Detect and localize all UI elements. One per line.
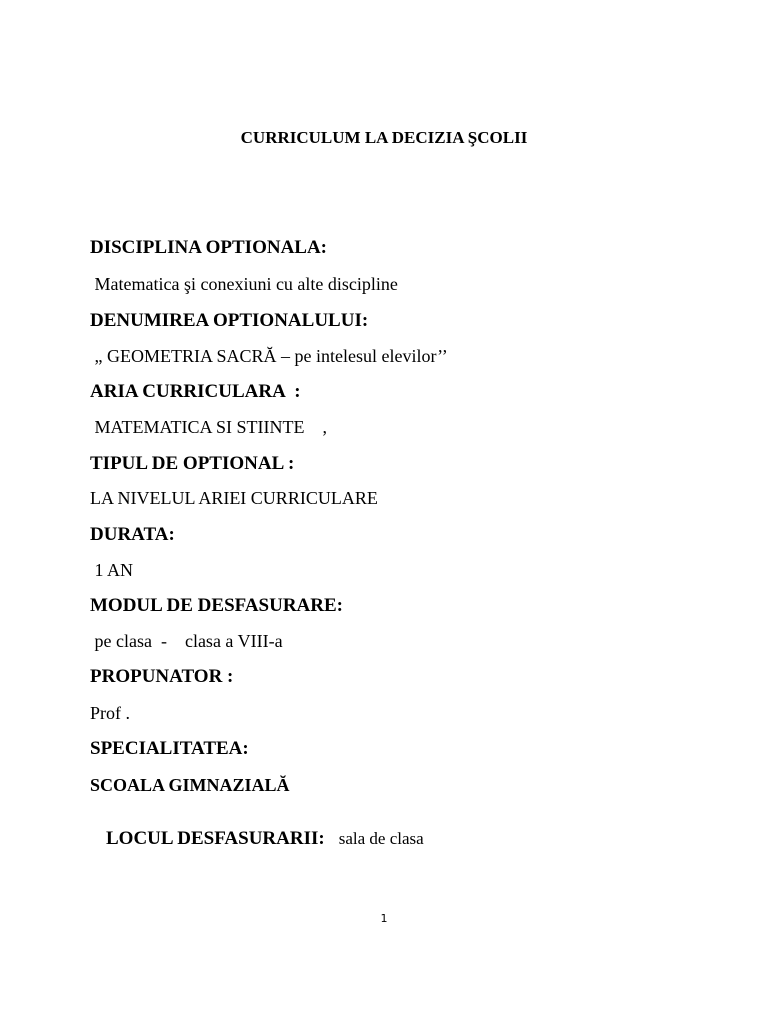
field-label-modul: MODUL DE DESFASURARE: <box>90 595 344 616</box>
field-value-aria: MATEMATICA SI STIINTE , <box>90 417 327 437</box>
field-label-specialitatea: SPECIALITATEA: <box>90 738 249 759</box>
field-value-locul: sala de clasa <box>338 829 424 848</box>
field-value-modul: pe clasa - clasa a VIII-a <box>90 631 283 651</box>
field-label-disciplina: DISCIPLINA OPTIONALA: <box>90 237 328 258</box>
field-value-durata: 1 AN <box>90 560 134 580</box>
field-value-disciplina: Matematica şi conexiuni cu alte discipline <box>90 274 398 294</box>
field-value-propunator: Prof . <box>90 703 130 723</box>
field-label-locul: LOCUL DESFASURARII: <box>106 828 325 849</box>
document-title: CURRICULUM LA DECIZIA ŞCOLII <box>240 128 528 147</box>
page-number: 1 <box>380 912 388 925</box>
field-row-locul <box>90 810 424 868</box>
field-label-tipul: TIPUL DE OPTIONAL : <box>90 453 295 474</box>
field-value-denumirea: „ GEOMETRIA SACRĂ – pe intelesul elevilor’’ <box>90 346 448 366</box>
field-label-propunator: PROPUNATOR : <box>90 666 234 687</box>
field-label-aria: ARIA CURRICULARA : <box>90 381 301 402</box>
field-label-durata: DURATA: <box>90 524 175 545</box>
field-value-tipul: LA NIVELUL ARIEI CURRICULARE <box>90 488 378 508</box>
field-label-denumirea: DENUMIREA OPTIONALULUI: <box>90 310 369 331</box>
field-value-specialitatea: SCOALA GIMNAZIALĂ <box>90 775 290 795</box>
